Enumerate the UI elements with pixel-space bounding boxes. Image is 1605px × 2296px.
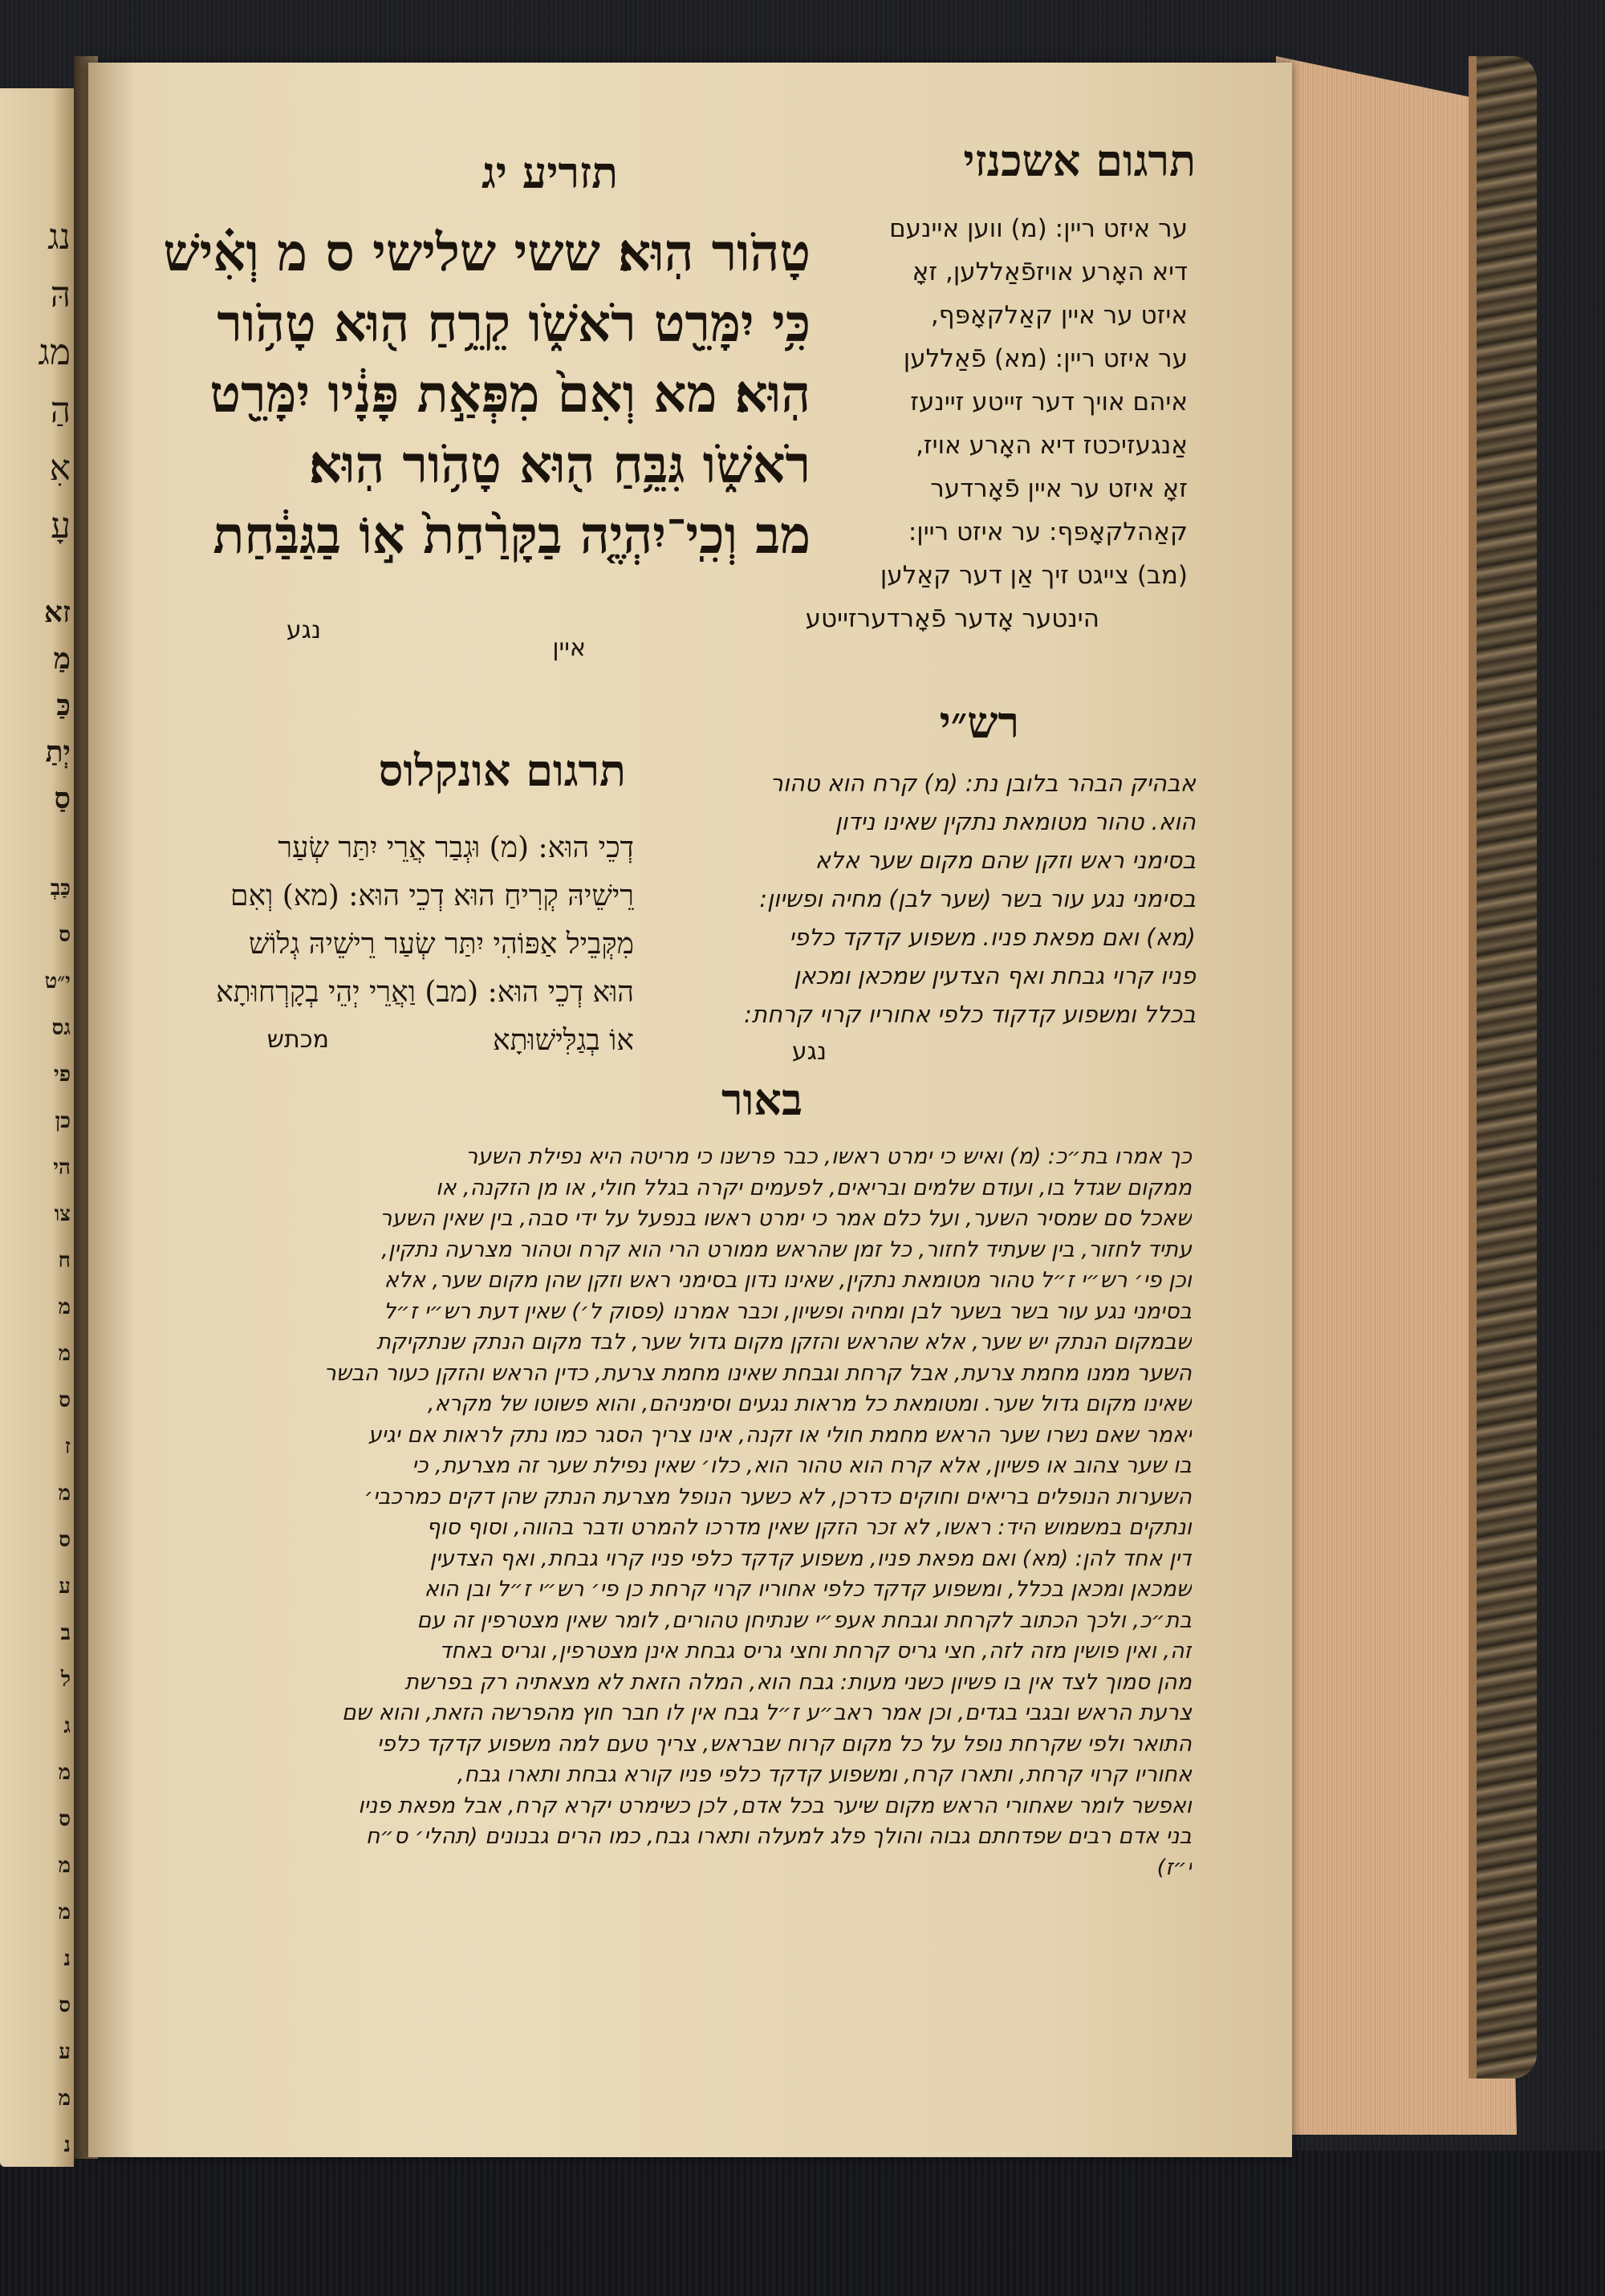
left-page-text-fragment: אִ — [49, 448, 71, 489]
left-page-text-fragment: ז — [64, 1435, 71, 1459]
verse-catchword: איין — [552, 634, 586, 662]
biur-line: בו שער צהוב או פשיון, אלא קרח הוא טהור הוא, כלו׳ שאין נפילת שער זה מצרעת, כי — [412, 1453, 1192, 1478]
left-page-text-fragment: מ — [58, 1342, 71, 1366]
targum-ashkenazi-line: דיא האָרע אויזפֿאַללען, זאָ — [912, 258, 1188, 286]
rashi-heading: רש״י — [939, 697, 1019, 748]
left-page-text-fragment: הי — [53, 1156, 71, 1180]
rashi-line: הוא. טהור מטומאת נתקין שאינו נידון — [835, 808, 1196, 835]
rashi-line: בכלל ומשפוע קדקוד כלפי אחוריו קרוי קרחת: — [744, 1001, 1196, 1028]
onkelos-line: הוּא דְכֵי הוּא: (מב) וַאֲרֵי יְהֵי בְקָרְחוּתָא — [216, 976, 634, 1009]
biur-line: ואפשר לומר שאחורי הראש מקום שיער בכל אדם, לכן כשימרט יקרא קרח, אבל מפאת פניו — [358, 1793, 1192, 1819]
biur-line: וכן פי׳ רש״י ז״ל טהור מטומאת נתקין, שאינו נדון בסימני ראש וזקן שהן מקום שער, אלא — [384, 1268, 1192, 1293]
onkelos-heading: תרגום אונקלוס — [378, 745, 626, 796]
biur-line: צרעת הראש ובגבי בגדים, וכן אמר ראב״ע ז״ל גבח אין לו חבר חוץ מהפרשה הזאת, והוא שם — [341, 1701, 1192, 1725]
biur-line: בסימני נגע עור בשר בשער לבן ומחיה ופשיון, וכבר אמרנו (פסוק ל׳) שאין דעת רש״י ז״ל — [384, 1298, 1192, 1324]
left-page-text-fragment: ע — [59, 2040, 71, 2064]
targum-ashkenazi-line: ער איזט ריין: (מא) פֿאַללען — [903, 344, 1188, 373]
targum-ashkenazi-line: איזט ער איין קאַלקאָפּף, — [930, 301, 1188, 330]
targum-ashkenazi-line: קאַהלקאָפּף: ער איזט ריין: — [908, 518, 1188, 547]
left-page-text-fragment: צו — [54, 1202, 71, 1226]
targum-ashkenazi-line: ער איזט ריין: (מ) ווען איינעם — [889, 214, 1188, 243]
left-page-text-fragment: זא — [43, 595, 71, 629]
left-page-text-fragment: מ — [58, 1854, 71, 1878]
onkelos-line: רֵישֵׁיהּ קְרִיחַ הוּא דְכֵי הוּא: (מא) וְאִם — [230, 880, 634, 912]
verse-line: מב וְכִֽי־יִהְיֶ֤ה בַקָּרַ֨חַת֙ א֣וֹ בַגַּבַּ֔חַת — [213, 506, 811, 566]
cloth-bottom — [0, 2151, 1605, 2296]
biur-line: שאכל סם שמסיר השער, ועל כלם אמר כי ימרט ראשו בנפעל על ידי סבה, בין שאין השער — [380, 1206, 1192, 1231]
left-page-text-fragment: מַ — [53, 642, 71, 676]
left-page-text-fragment: ב — [60, 1621, 71, 1645]
left-page-text-fragment: יְתַ — [45, 735, 71, 769]
left-page-text-fragment: מ — [58, 2087, 71, 2111]
targum-ashkenazi-line: איהם אויך דער זייטע זיינעז — [910, 388, 1188, 417]
left-page-text-fragment: ס — [59, 1807, 71, 1831]
biur-line: התואר ולפי שקרחת נופל על כל מקום קרוח שבראש, צריך טעם למה משפוע קדקד כלפי — [376, 1731, 1192, 1757]
targum-ashkenazi-line: אַנגעזיכטז דיא האָרע אויז, — [916, 431, 1188, 460]
biur-line: שאינו מקום גדול שער. ומטומאת כל מראות נגעים וסימניהם, והוא פשוטו של מקרא, — [427, 1392, 1192, 1416]
targum-ashkenazi-line: הינטער אָדער פֿאָרדערזייטע — [805, 604, 1099, 633]
biur-line: אחוריו קרוי קרחת, ותארו קרח, ומשפוע קדקד כלפי פניו קורא גבחת ותארו גבח, — [457, 1762, 1192, 1787]
biur-line: שבמקום הנתק יש שער, אלא שהראש והזקן מקום גדול שער, לבד מקום הנתק שנתקיקת — [376, 1330, 1192, 1355]
left-page-text-fragment: ס — [59, 1528, 71, 1552]
rashi-line: (מא) ואם מפאת פניו. משפוע קדקד כלפי — [789, 924, 1196, 951]
left-page-text-fragment: כַּבְ — [50, 876, 71, 900]
verse-catchword: נגע — [286, 616, 321, 644]
left-page-text-fragment: ג — [63, 1714, 71, 1738]
biur-line: כך אמרו בת״כ: (מ) ואיש כי ימרט ראשו, כבר פרשנו כי מריטה היא נפילת השער — [465, 1144, 1192, 1169]
onkelos-line: דְכֵי הוּא: (מ) וּגְבַר אֲרֵי יִתַּר שְׂעַר — [278, 831, 634, 864]
rashi-line: בסימני נגע עור בשר (שער לבן) מחיה ופשיון: — [759, 885, 1196, 912]
biur-line: שמכאן ומכאן בכלל, ומשפוע קדקד כלפי אחוריו קרוי קרחת כן פי׳ רש״י ז״ל ובן הוא — [424, 1577, 1192, 1602]
biur-line: השערות הנופלים בריאים וחוקים כדרכן, לא כשער הנופל מצרעת הנתק שהן דקים כמרכבי׳ — [364, 1484, 1192, 1510]
biur-line: יאמר שאם נשרו שער הראש מחמת חולי או זקנה, אינו צריך הסגר כמו נתק לראות אם יגיע — [368, 1422, 1192, 1448]
verse-line: כִּ֥י יִמָּרֵ֖ט רֹאשֹׁ֑ו קֵרֵ֥חַ ה֖וּא טָהֹ֥ור — [217, 294, 811, 354]
rashi-line: בסימני ראש וזקן שהם מקום שער אלא — [815, 847, 1196, 874]
left-page-text-fragment: מ — [58, 1295, 71, 1319]
left-page-text-fragment: כן — [55, 1109, 71, 1133]
left-page-text-fragment: מ — [58, 1761, 71, 1785]
left-page-text-fragment: הַ — [50, 390, 71, 431]
left-page-text-fragment: סַ — [54, 782, 71, 815]
left-page-text-fragment: ע — [59, 1575, 71, 1599]
rashi-line: אבהיק הבהר בלובן נת: (מ) קרח הוא טהור — [770, 770, 1196, 797]
onkelos-line: מִקְּבֵיל אַפּוֹהִי יִתַּר שְׂעַר רֵישֵׁיהּ גְלוֹשׁ — [248, 928, 634, 961]
left-page-text-fragment: ס — [59, 1993, 71, 2018]
biur-line: בני אדם רבים שפדחתם גבוה והולך פלג למעלה ותארו גבח, כמו הרים גבנונים (תהלי׳ ס״ח — [365, 1824, 1192, 1849]
rashi-line: פניו קרוי גבחת ואף הצדעין שמכאן ומכאן — [794, 962, 1196, 990]
book-cover — [1469, 56, 1537, 2079]
biur-line: י״ז) — [1156, 1855, 1192, 1880]
biur-line: בת״כ, ולכך הכתוב לקרחת וגבחת אעפ״י שנתיחן טהורים, לומר שאין מצטרפין זה עם — [416, 1607, 1192, 1633]
left-running-title: תזריע יג — [481, 147, 618, 198]
rashi-catchword: נגע — [791, 1038, 827, 1066]
biur-line: השער ממנו מחמת צרעת, אבל קרחת וגבחת שאינו מחמת צרעת, כדין הראש והזקן כעור הבשר — [323, 1360, 1192, 1386]
left-page-text-fragment: ס — [59, 923, 71, 947]
biur-heading: באור — [721, 1074, 802, 1125]
left-page-text-fragment: נ — [63, 1947, 71, 1971]
book-page — [88, 63, 1292, 2157]
onkelos-catchword: מכתש — [266, 1026, 329, 1054]
left-page-text-fragment: ח — [58, 1249, 71, 1273]
targum-ashkenazi-line: זאָ איזט ער איין פֿאָרדער — [930, 474, 1188, 503]
verse-line: רֹאשֹׁ֑ו גִּבֵּ֥חַ ה֖וּא טָהֹ֥ור הֽוּא׃ — [308, 435, 811, 495]
verse-line: טָהֹור הֽוּא׃ ששי שלישי ס מ וְאִ֗ישׁ — [163, 223, 811, 283]
right-running-title: תרגום אשכנזי — [963, 135, 1196, 186]
left-page-text-fragment: הּ — [50, 274, 71, 315]
left-page-text-fragment: מג — [38, 332, 71, 373]
left-page-fragment — [0, 88, 74, 2167]
left-page-text-fragment: כַּ — [56, 689, 71, 722]
left-page-text-fragment: ל — [60, 1668, 71, 1692]
biur-line: ונתקים במשמוש היד: ראשו, לא זכר הזקן שאין מדרכו להמרט ודבר בהווה, וסוף סוף — [426, 1515, 1192, 1540]
left-page-text-fragment: עָ — [51, 506, 71, 547]
biur-line: עתיד לחזור, בין שעתיד לחזור, כל זמן שהראש ממורט הרי הוא קרח וטהור מצרעה נתקין, — [381, 1237, 1192, 1262]
biur-line: זה, ואין פושין מזה לזה, חצי גריס קרחת וחצי גריס גבחת אינן מצטרפין, וגריס באחד — [439, 1639, 1192, 1664]
onkelos-line: אוֹ בְגַלִּישׁוּתָא — [492, 1024, 634, 1057]
verse-line: הֽוּא׃ מא וְאִם֙ מִפְּאַ֣ת פָּנָ֔יו יִמָּרֵ֖ט — [209, 364, 811, 425]
left-page-text-fragment: פי — [54, 1063, 71, 1087]
left-page-text-fragment: מ — [58, 1900, 71, 1924]
left-page-text-fragment: גס — [51, 1016, 71, 1040]
left-page-text-fragment: נג — [47, 217, 71, 258]
biur-line: מהן סמוך לצד אין בו פשיון כשני מעות: גבח הוא, המלה הזאת לא מצאתיה רק בפרשת — [404, 1669, 1192, 1695]
left-page-text-fragment: י״ט — [44, 969, 71, 994]
left-page-text-fragment: נ — [63, 2133, 71, 2157]
targum-ashkenazi-line: (מב) צייגט זיך אַן דער קאַלען — [880, 561, 1188, 590]
left-page-text-fragment: מ — [58, 1481, 71, 1506]
biur-line: דין אחד להן: (מא) ואם מפאת פניו, משפוע קדקד כלפי פניו קרוי גבחת, ואף הצדעין — [429, 1546, 1192, 1571]
biur-line: ממקום שגדל בו, ועודם שלמים ובריאים, לפעמים יקרה בגלל חולי, או מן הזקנה, או — [436, 1175, 1192, 1201]
left-page-text-fragment: ס — [59, 1388, 71, 1412]
